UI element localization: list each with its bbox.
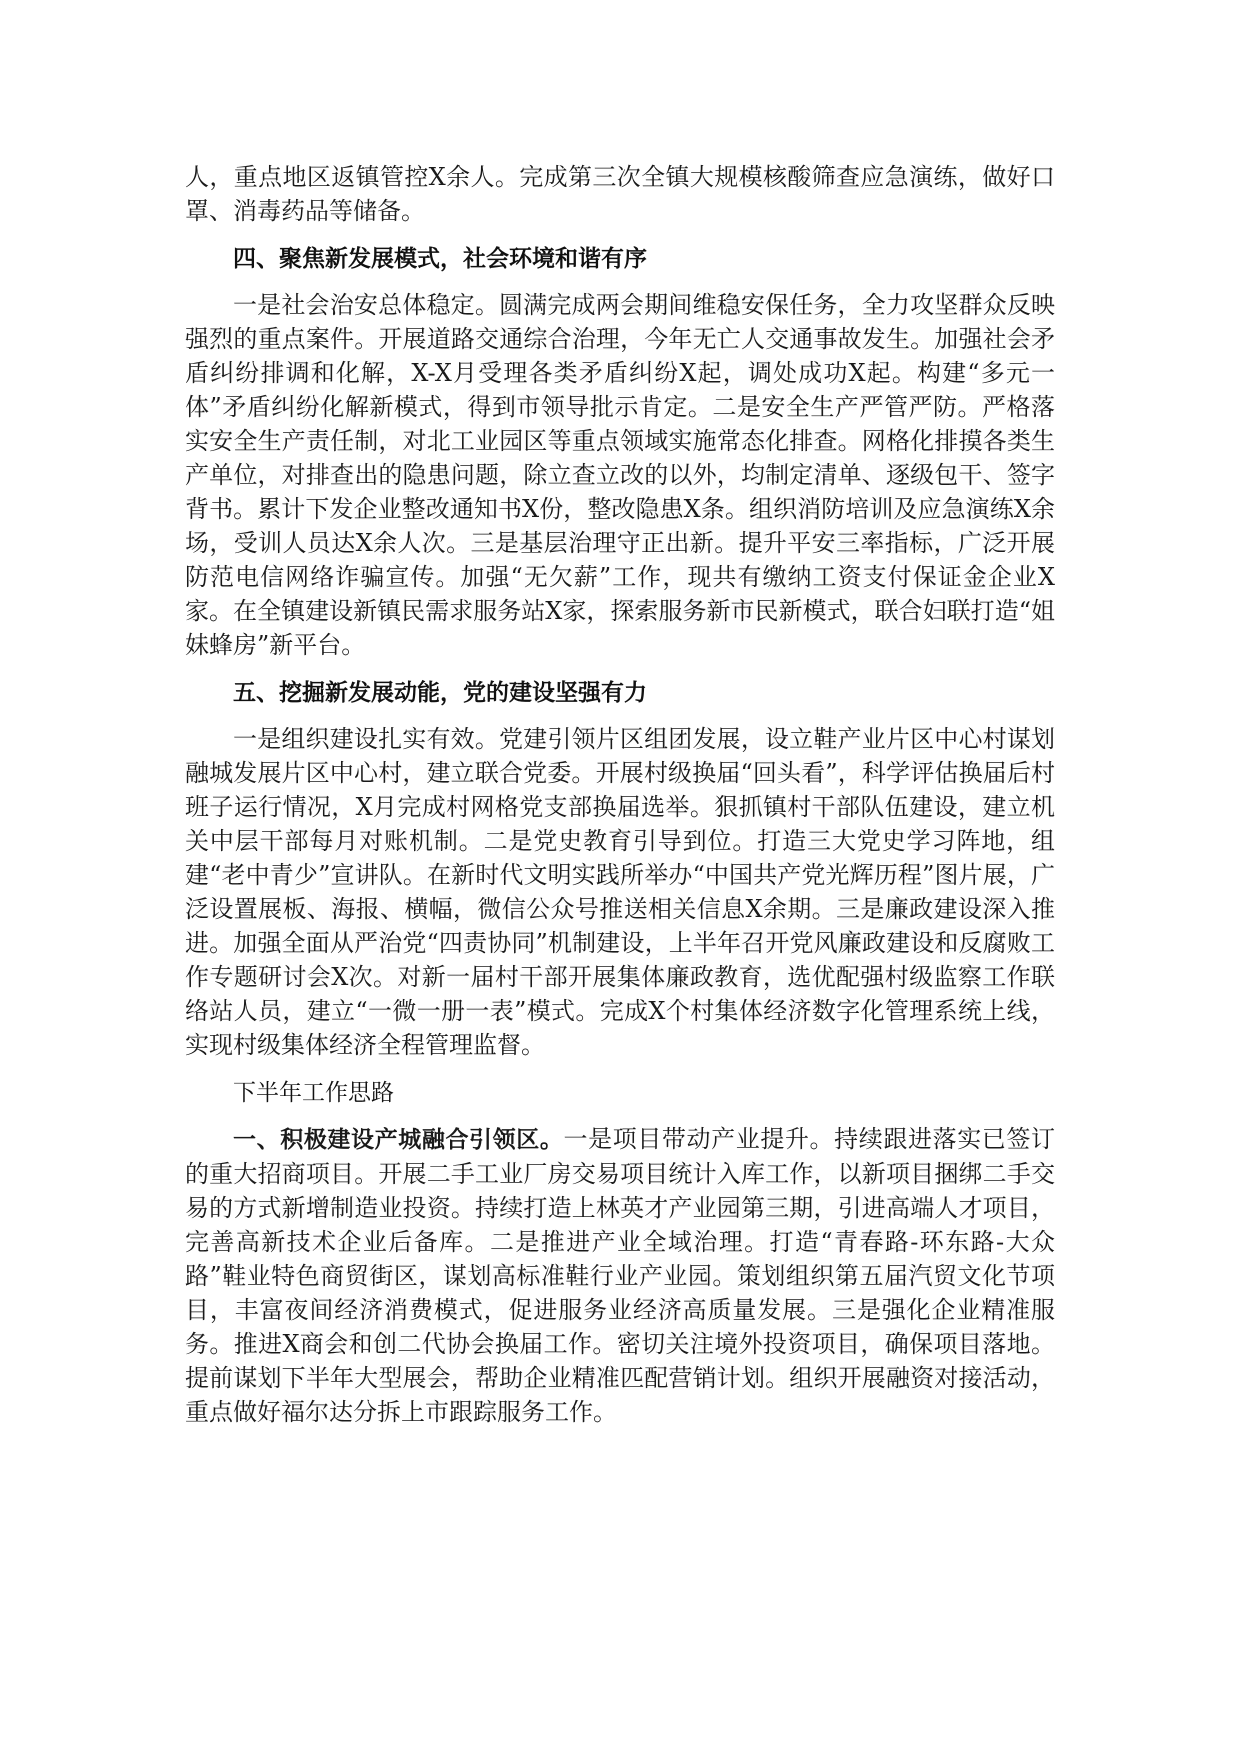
paragraph-body: 一是项目带动产业提升。持续跟进落实已签订的重大招商项目。开展二手工业厂房交易项目统计入库工作，以新项目捆绑二手交易的方式新增制造业投资。持续打造上林英才产业园第三期，引进高端人才项目，完善高新技术企业后备库。二是推进产业全域治理。打造“青春路-环东路-大众路”鞋业特色商贸街区，谋划高标准鞋行业产业园。策划组织第五届汽贸文化节项目，丰富夜间经济消费模式，促进服务业经济高质量发展。三是强化企业精准服务。推进X商会和创二代协会换届工作。密切关注境外投资项目，确保项目落地。提前谋划下半年大型展会，帮助企业精准匹配营销计划。组织开展融资对接活动，重点做好福尔达分拆上市跟踪服务工作。 (185, 1125, 1056, 1426)
paragraph-section-5: 一是组织建设扎实有效。党建引领片区组团发展，设立鞋产业片区中心村谋划融城发展片区中心村，建立联合党委。开展村级换届“回头看”，科学评估换届后村班子运行情况，X月完成村网格党支部换届选举。狠抓镇村干部队伍建设，建立机关中层干部每月对账机制。二是党史教育引导到位。打造三大党史学习阵地，组建“老中青少”宣讲队。在新时代文明实践所举办“中国共产党光辉历程”图片展，广泛设置展板、海报、横幅，微信公众号推送相关信息X余期。三是廉政建设深入推进。加强全面从严治党“四责协同”机制建设，上半年召开党风廉政建设和反腐败工作专题研讨会X次。对新一届村干部开展集体廉政教育，选优配强村级监察工作联络站人员，建立“一微一册一表”模式。完成X个村集体经济数字化管理系统上线，实现村级集体经济全程管理监督。 (185, 725, 1055, 1059)
paragraph-section-4: 一是社会治安总体稳定。圆满完成两会期间维稳安保任务，全力攻坚群众反映强烈的重点案件。开展道路交通综合治理，今年无亡人交通事故发生。加强社会矛盾纠纷排调和化解，X-X月受理各类矛盾纠纷X起，调处成功X起。构建“多元一体”矛盾纠纷化解新模式，得到市领导批示肯定。二是安全生产严管严防。严格落实安全生产责任制，对北工业园区等重点领域实施常态化排查。网格化排摸各类生产单位，对排查出的隐患问题，除立查立改的以外，均制定清单、逐级包干、签字背书。累计下发企业整改通知书X份，整改隐患X条。组织消防培训及应急演练X余场，受训人员达X余人次。三是基层治理守正出新。提升平安三率指标，广泛开展防范电信网络诈骗宣传。加强“无欠薪”工作，现共有缴纳工资支付保证金企业X家。在全镇建设新镇民需求服务站X家，探索服务新市民新模式，联合妇联打造“姐妹蜂房”新平台。 (185, 291, 1055, 659)
paragraph-lead: 一、积极建设产城融合引领区。 (233, 1127, 564, 1153)
section-heading-5: 五、挖掘新发展动能，党的建设坚强有力 (233, 680, 647, 706)
paragraph-next-half-1 (185, 1122, 1055, 1429)
section-heading-next-half: 下半年工作思路 (233, 1080, 394, 1106)
paragraph-continuation: 人，重点地区返镇管控X余人。完成第三次全镇大规模核酸筛查应急演练，做好口罩、消毒药品等储备。 (185, 163, 1055, 225)
document-page (185, 160, 1055, 1429)
section-heading-4: 四、聚焦新发展模式，社会环境和谐有序 (233, 246, 647, 272)
